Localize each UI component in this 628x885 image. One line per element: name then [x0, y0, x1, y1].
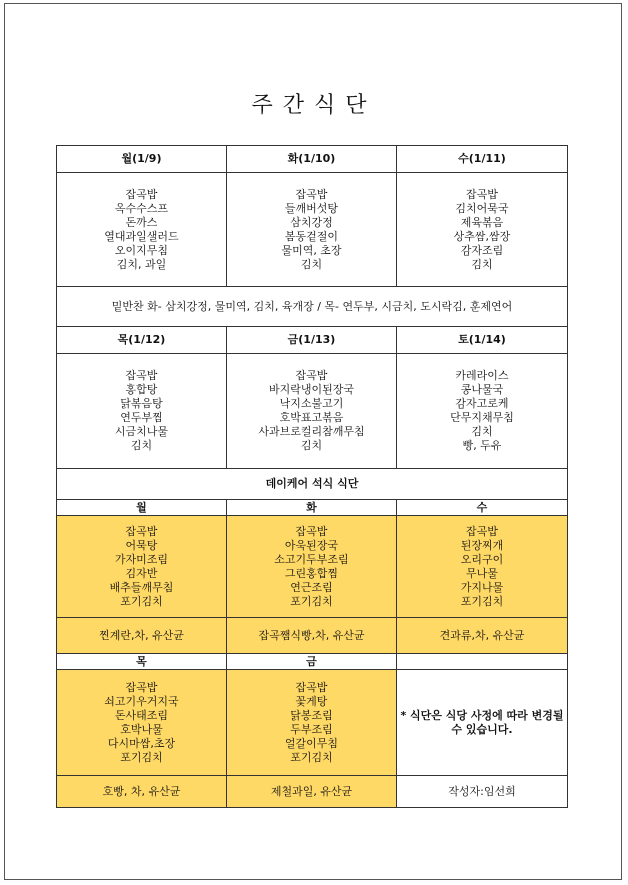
menu-item: 사과브로컬리참깨무침: [258, 425, 365, 438]
menu-item: 잡곡밥: [125, 524, 158, 538]
empty-header-cell: [397, 654, 568, 670]
menu-item: 카레라이스: [455, 369, 509, 382]
menu-item: 김치어묵국: [455, 201, 509, 215]
daycare-header-tue: 화: [227, 500, 397, 516]
menu-item: 열대과일샐러드: [104, 229, 179, 243]
menu-item: 포기김치: [460, 594, 504, 608]
menu-item: 두부조림: [290, 722, 333, 736]
daycare-snack-mon: 찐계란,차, 유산균: [57, 618, 227, 654]
menu-item: 돈사태조림: [114, 708, 169, 722]
menu-item: 잡곡밥: [125, 187, 158, 201]
menu-item: 옥수수스프: [114, 201, 169, 215]
daycare-snack-fri: 제철과일, 유산균: [227, 776, 397, 808]
meal-cell-mon: [57, 173, 227, 287]
menu-item: 김치: [130, 439, 153, 452]
daycare-snack-tue: 잡곡쨈식빵,차, 유산균: [227, 618, 397, 654]
daycare-meal-mon: [57, 516, 227, 618]
menu-item: 바지락냉이된장국: [268, 383, 354, 396]
menu-item: 김치, 과일: [116, 257, 167, 271]
menu-item: 얼갈이무침: [284, 736, 339, 750]
author-label: 작성자:임선희: [397, 776, 568, 808]
menu-item: 빵, 두유: [462, 439, 502, 452]
page-title: 주간식단: [251, 93, 377, 118]
menu-item: 오이지무침: [114, 243, 169, 257]
menu-item: 시금치나물: [114, 425, 169, 438]
daycare-meal-wed: [397, 516, 568, 618]
day-header-fri: 금(1/13): [227, 327, 397, 354]
side-dish-note: 밑반찬 화- 삼치강정, 물미역, 김치, 육개장 / 목- 연두부, 시금치, 도시락김, 훈제연어: [57, 287, 568, 327]
menu-item: 잡곡밥: [125, 369, 158, 382]
menu-item: 상추쌈,쌈장: [453, 229, 511, 243]
menu-item: 닭봉조림: [290, 708, 333, 722]
menu-item: 낙지소불고기: [279, 397, 344, 410]
menu-item: 잡곡밥: [295, 524, 328, 538]
menu-item: 아욱된장국: [284, 538, 339, 552]
menu-item: 포기김치: [120, 594, 163, 608]
menu-item: 제육볶음: [460, 215, 504, 229]
meal-cell-fri: [227, 354, 397, 469]
menu-item: 포기김치: [290, 594, 333, 608]
menu-item: 잡곡밥: [466, 524, 498, 538]
menu-item: 감자고로케: [455, 397, 509, 410]
menu-item: 그린홍합찜: [284, 566, 339, 580]
menu-item: 다시마쌈,초장: [107, 736, 176, 750]
daycare-meal-thu: [57, 670, 227, 776]
daycare-meal-fri: [227, 670, 397, 776]
meal-cell-wed: [397, 173, 568, 287]
menu-item: 삼치강정: [290, 215, 333, 229]
menu-item: 무나물: [466, 566, 498, 580]
menu-item: 김치: [300, 439, 323, 452]
menu-item: 배추들깨무침: [109, 580, 174, 594]
day-header-tue: 화(1/10): [227, 146, 397, 173]
menu-item: 꽃게탕: [295, 694, 328, 708]
daycare-header-thu: 목: [57, 654, 227, 670]
daycare-meal-tue: [227, 516, 397, 618]
meal-cell-sat: [397, 354, 568, 469]
menu-item: 물미역, 초장: [281, 243, 342, 257]
menu-item: 김치: [300, 257, 323, 271]
daycare-header-mon: 월: [57, 500, 227, 516]
menu-item: 홍합탕: [125, 383, 158, 396]
daycare-header-fri: 금: [227, 654, 397, 670]
menu-item: 소고기두부조림: [274, 552, 349, 566]
menu-item: 연근조림: [290, 580, 333, 594]
menu-item: 콩나물국: [460, 383, 504, 396]
menu-item: 잡곡밥: [125, 680, 158, 694]
menu-item: 연두부찜: [120, 411, 163, 424]
day-header-wed: 수(1/11): [397, 146, 568, 173]
daycare-snack-wed: 견과류,차, 유산균: [397, 618, 568, 654]
menu-item: 오리구이: [460, 552, 504, 566]
change-notice: * 식단은 식당 사정에 따라 변경될 수 있습니다.: [397, 670, 568, 776]
daycare-title: 데이케어 석식 식단: [57, 469, 568, 500]
menu-item: 호박나물: [120, 722, 163, 736]
menu-item: 가자미조림: [114, 552, 169, 566]
daycare-snack-thu: 호빵, 차, 유산균: [57, 776, 227, 808]
menu-item: 잡곡밥: [466, 187, 498, 201]
menu-item: 어묵탕: [125, 538, 158, 552]
menu-item: 봄동겉절이: [284, 229, 339, 243]
menu-item: 단무지채무침: [450, 411, 514, 424]
menu-item: 호박표고볶음: [279, 411, 344, 424]
meal-cell-tue: [227, 173, 397, 287]
meal-cell-thu: [57, 354, 227, 469]
menu-item: 들깨버섯탕: [284, 201, 339, 215]
day-header-sat: 토(1/14): [397, 327, 568, 354]
day-header-thu: 목(1/12): [57, 327, 227, 354]
menu-item: 된장찌개: [460, 538, 504, 552]
menu-item: 김치: [471, 257, 493, 271]
menu-item: 가지나물: [460, 580, 504, 594]
menu-table: [56, 145, 568, 808]
menu-item: 김치: [471, 425, 493, 438]
menu-item: 포기김치: [290, 750, 333, 764]
menu-item: 감자조림: [460, 243, 504, 257]
menu-item: 포기김치: [120, 750, 163, 764]
menu-item: 잡곡밥: [295, 187, 328, 201]
menu-item: 닭볶음탕: [120, 397, 163, 410]
daycare-header-wed: 수: [397, 500, 568, 516]
menu-item: 김자반: [125, 566, 158, 580]
menu-item: 돈까스: [125, 215, 158, 229]
menu-item: 쇠고기우거지국: [104, 694, 179, 708]
day-header-mon: 월(1/9): [57, 146, 227, 173]
menu-item: 잡곡밥: [295, 369, 328, 382]
menu-item: 잡곡밥: [295, 680, 328, 694]
